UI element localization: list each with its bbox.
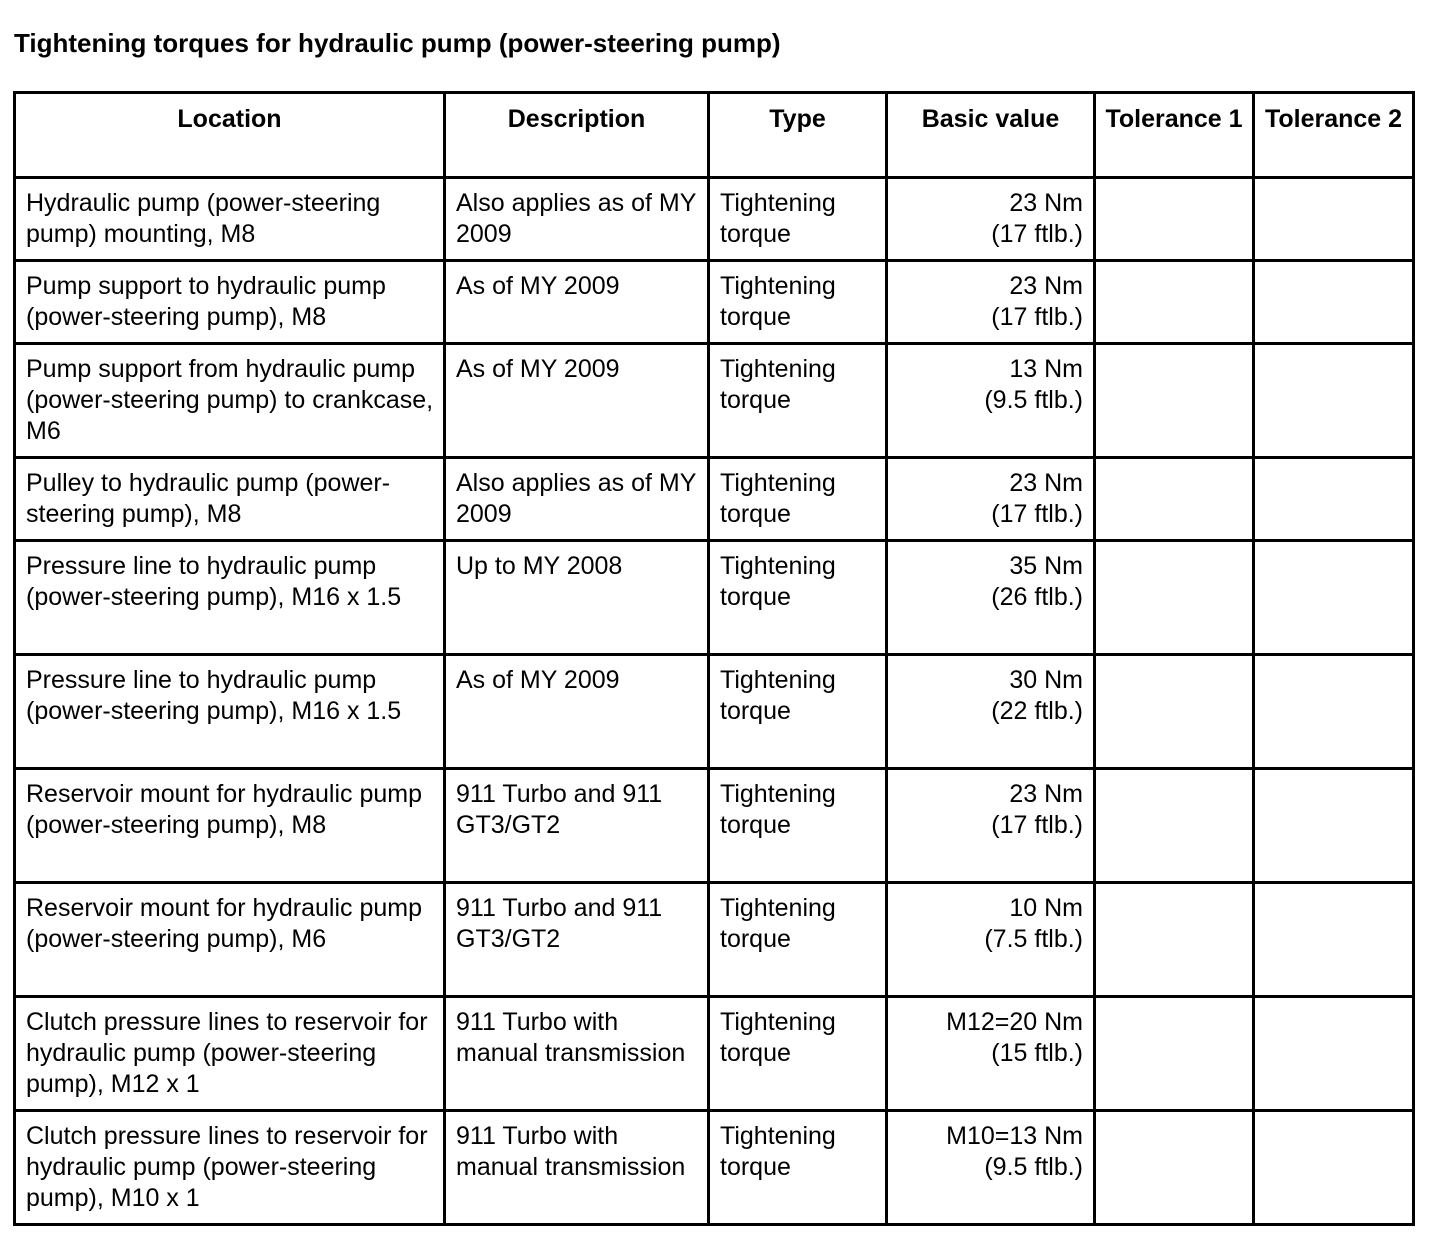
basic-value-metric: 35 Nm — [1009, 552, 1083, 580]
basic-value-metric: 13 Nm — [1009, 355, 1083, 383]
basic-value-metric: 23 Nm — [1009, 189, 1083, 217]
cell-type: Tightening torque — [709, 344, 887, 458]
cell-tolerance-2 — [1254, 997, 1414, 1111]
cell-tolerance-2 — [1254, 458, 1414, 541]
cell-location: Pump support to hydraulic pump (power-steering pump), M8 — [15, 261, 445, 344]
table-row — [15, 883, 1414, 997]
cell-location: Pulley to hydraulic pump (power-steering pump), M8 — [15, 458, 445, 541]
cell-description: 911 Turbo and 911 GT3/GT2 — [445, 769, 709, 883]
basic-value-imperial: (17 ftlb.) — [991, 811, 1083, 839]
cell-tolerance-1 — [1095, 883, 1254, 997]
cell-tolerance-2 — [1254, 655, 1414, 769]
basic-value-imperial: (22 ftlb.) — [991, 697, 1083, 725]
cell-tolerance-2 — [1254, 261, 1414, 344]
cell-type: Tightening torque — [709, 1111, 887, 1225]
header-row — [15, 93, 1414, 178]
table-row — [15, 344, 1414, 458]
cell-tolerance-1 — [1095, 178, 1254, 261]
cell-description: As of MY 2009 — [445, 655, 709, 769]
cell-type: Tightening torque — [709, 769, 887, 883]
cell-tolerance-2 — [1254, 1111, 1414, 1225]
cell-location: Pressure line to hydraulic pump (power-steering pump), M16 x 1.5 — [15, 655, 445, 769]
header-location: Location — [15, 93, 445, 178]
cell-basic-value — [887, 769, 1095, 883]
cell-tolerance-2 — [1254, 178, 1414, 261]
cell-tolerance-1 — [1095, 344, 1254, 458]
basic-value-imperial: (17 ftlb.) — [991, 303, 1083, 331]
table-row — [15, 458, 1414, 541]
table-row — [15, 261, 1414, 344]
cell-type: Tightening torque — [709, 655, 887, 769]
cell-tolerance-2 — [1254, 541, 1414, 655]
cell-basic-value — [887, 1111, 1095, 1225]
cell-description: Also applies as of MY 2009 — [445, 178, 709, 261]
cell-basic-value — [887, 458, 1095, 541]
cell-basic-value — [887, 344, 1095, 458]
basic-value-imperial: (17 ftlb.) — [991, 500, 1083, 528]
basic-value-metric: 23 Nm — [1009, 272, 1083, 300]
basic-value-metric: 10 Nm — [1009, 894, 1083, 922]
cell-type: Tightening torque — [709, 261, 887, 344]
cell-type: Tightening torque — [709, 541, 887, 655]
cell-basic-value — [887, 655, 1095, 769]
table-row — [15, 997, 1414, 1111]
basic-value-imperial: (17 ftlb.) — [991, 220, 1083, 248]
table-body — [15, 178, 1414, 1225]
cell-description: 911 Turbo and 911 GT3/GT2 — [445, 883, 709, 997]
cell-tolerance-1 — [1095, 997, 1254, 1111]
cell-location: Reservoir mount for hydraulic pump (power-steering pump), M8 — [15, 769, 445, 883]
cell-tolerance-1 — [1095, 1111, 1254, 1225]
cell-location: Hydraulic pump (power-steering pump) mounting, M8 — [15, 178, 445, 261]
table-row — [15, 769, 1414, 883]
cell-tolerance-1 — [1095, 541, 1254, 655]
basic-value-imperial: (15 ftlb.) — [991, 1039, 1083, 1067]
basic-value-metric: 23 Nm — [1009, 469, 1083, 497]
header-basic-value: Basic value — [887, 93, 1095, 178]
basic-value-imperial: (7.5 ftlb.) — [984, 925, 1083, 953]
cell-location: Reservoir mount for hydraulic pump (power-steering pump), M6 — [15, 883, 445, 997]
table-row — [15, 178, 1414, 261]
cell-description: 911 Turbo with manual transmission — [445, 997, 709, 1111]
cell-description: 911 Turbo with manual transmission — [445, 1111, 709, 1225]
header-type: Type — [709, 93, 887, 178]
page-title: Tightening torques for hydraulic pump (power-steering pump) — [14, 28, 781, 58]
cell-description: Also applies as of MY 2009 — [445, 458, 709, 541]
cell-location: Clutch pressure lines to reservoir for hydraulic pump (power-steering pump), M10 x 1 — [15, 1111, 445, 1225]
basic-value-imperial: (26 ftlb.) — [991, 583, 1083, 611]
basic-value-metric: 23 Nm — [1009, 780, 1083, 808]
cell-tolerance-1 — [1095, 769, 1254, 883]
basic-value-imperial: (9.5 ftlb.) — [984, 386, 1083, 414]
cell-description: As of MY 2009 — [445, 261, 709, 344]
cell-basic-value — [887, 178, 1095, 261]
table-row — [15, 1111, 1414, 1225]
cell-location: Pressure line to hydraulic pump (power-steering pump), M16 x 1.5 — [15, 541, 445, 655]
cell-type: Tightening torque — [709, 458, 887, 541]
cell-tolerance-2 — [1254, 344, 1414, 458]
cell-location: Pump support from hydraulic pump (power-steering pump) to crankcase, M6 — [15, 344, 445, 458]
cell-tolerance-2 — [1254, 883, 1414, 997]
cell-tolerance-1 — [1095, 261, 1254, 344]
basic-value-metric: 30 Nm — [1009, 666, 1083, 694]
table-row — [15, 655, 1414, 769]
cell-type: Tightening torque — [709, 883, 887, 997]
cell-tolerance-2 — [1254, 769, 1414, 883]
torque-table — [13, 91, 1415, 1226]
cell-tolerance-1 — [1095, 458, 1254, 541]
cell-basic-value — [887, 997, 1095, 1111]
cell-tolerance-1 — [1095, 655, 1254, 769]
cell-type: Tightening torque — [709, 178, 887, 261]
basic-value-imperial: (9.5 ftlb.) — [984, 1153, 1083, 1181]
cell-basic-value — [887, 541, 1095, 655]
basic-value-metric: M10=13 Nm — [946, 1122, 1083, 1150]
table-row — [15, 541, 1414, 655]
cell-description: Up to MY 2008 — [445, 541, 709, 655]
cell-type: Tightening torque — [709, 997, 887, 1111]
header-tolerance-2: Tolerance 2 — [1254, 93, 1414, 178]
table-header — [15, 93, 1414, 178]
header-tolerance-1: Tolerance 1 — [1095, 93, 1254, 178]
header-description: Description — [445, 93, 709, 178]
cell-basic-value — [887, 261, 1095, 344]
cell-basic-value — [887, 883, 1095, 997]
cell-location: Clutch pressure lines to reservoir for hydraulic pump (power-steering pump), M12 x 1 — [15, 997, 445, 1111]
cell-description: As of MY 2009 — [445, 344, 709, 458]
basic-value-metric: M12=20 Nm — [946, 1008, 1083, 1036]
